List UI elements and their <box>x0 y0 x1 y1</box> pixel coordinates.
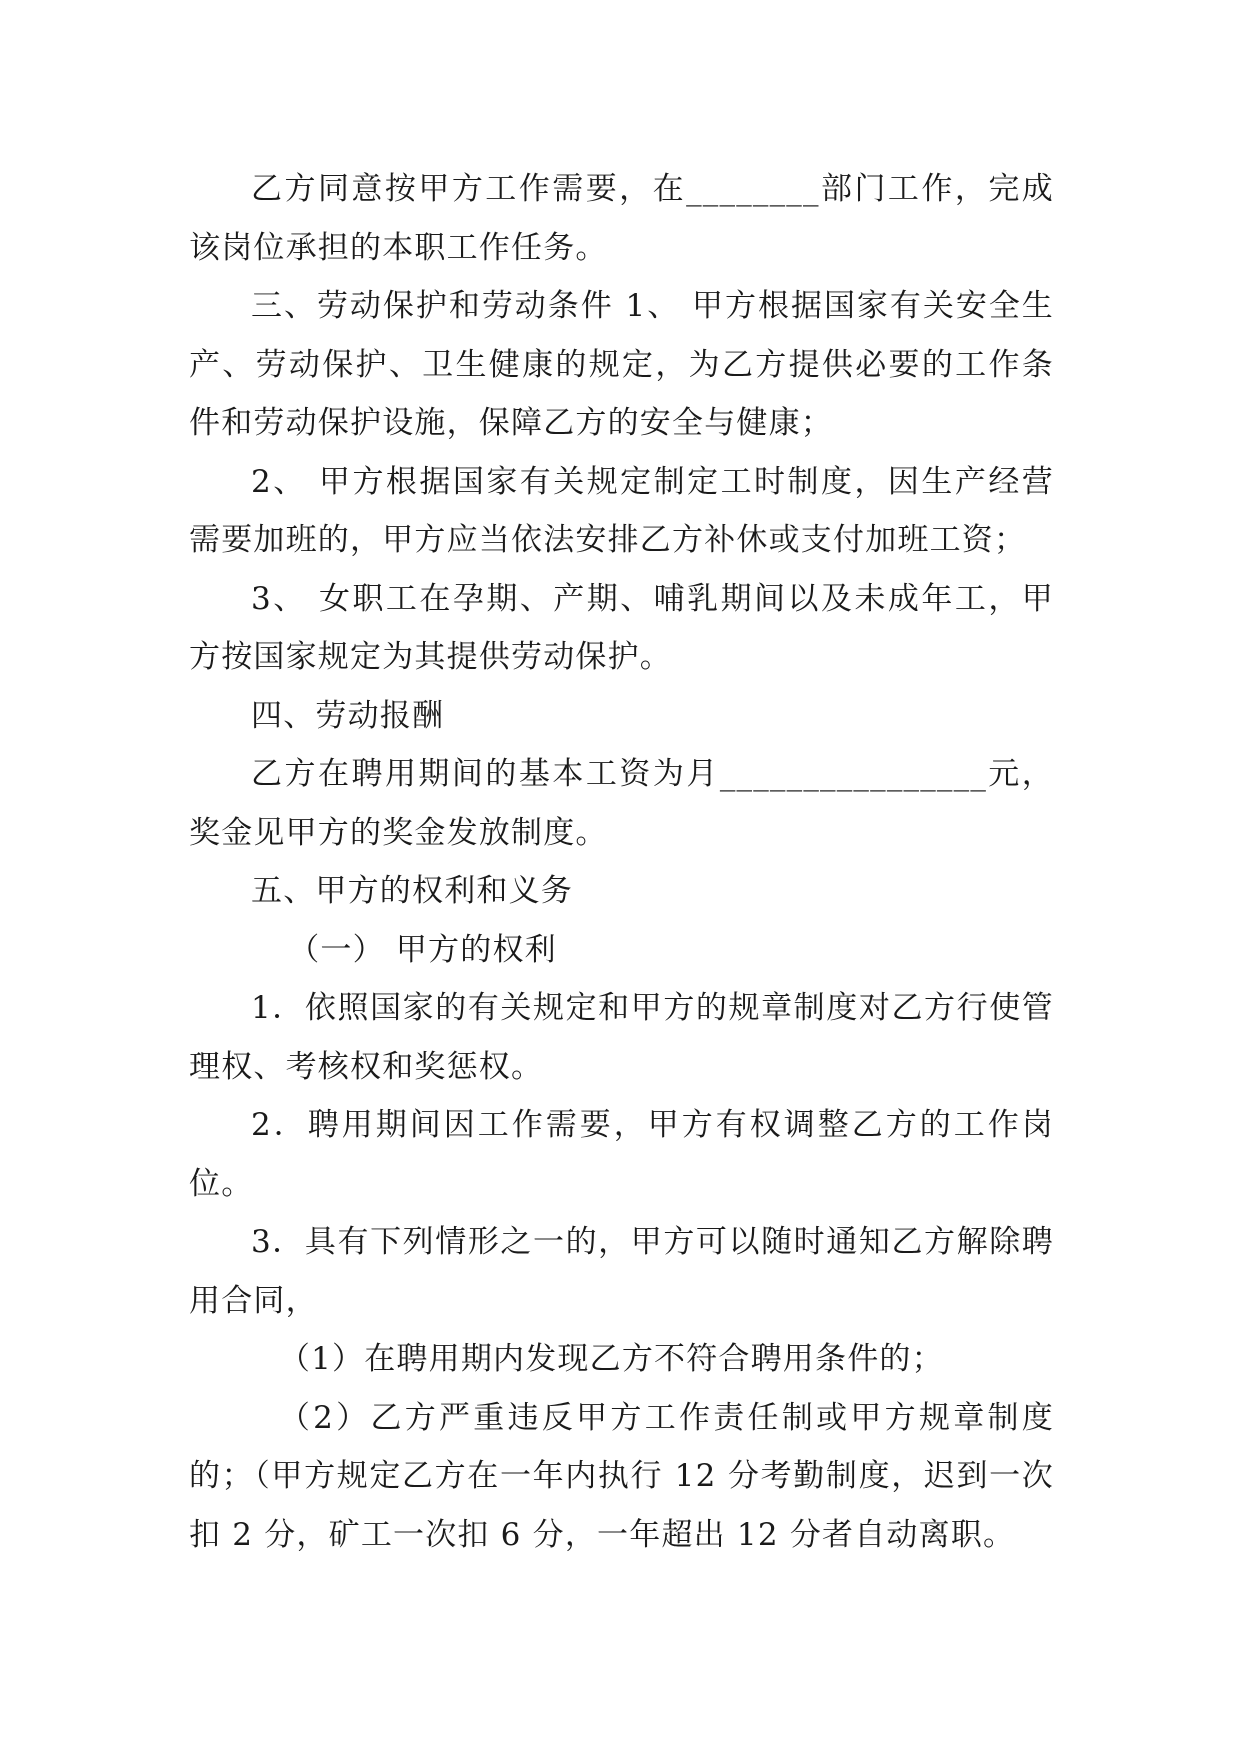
paragraph-labor-protection-heading: 三、劳动保护和劳动条件 1、 甲方根据国家有关安全生产、劳动保护、卫生健康的规定，为乙方提供必要的工作条件和劳动保护设施，保障乙方的安全与健康； <box>189 288 1054 441</box>
heading-remuneration: 四、劳动报酬 <box>251 697 445 734</box>
paragraph-condition-2: （2）乙方严重违反甲方工作责任制或甲方规章制度的；（甲方规定乙方在一年内执行 12 分考勤制度，迟到一次扣 2 分，矿工一次扣 6 分，一年超出 12 分者自动离职。 <box>189 1399 1054 1553</box>
paragraph-right-management: 1．依照国家的有关规定和甲方的规章制度对乙方行使管理权、考核权和奖惩权。 <box>189 990 1054 1085</box>
paragraph-department-assignment: 乙方同意按甲方工作需要，在________部门工作，完成该岗位承担的本职工作任务。 <box>189 171 1054 266</box>
document-body <box>189 160 1054 1564</box>
paragraph-female-workers: 3、 女职工在孕期、产期、哺乳期间以及未成年工，甲方按国家规定为其提供劳动保护。 <box>189 580 1054 675</box>
heading-party-a-rights: （一） 甲方的权利 <box>288 931 557 968</box>
paragraph-basic-salary: 乙方在聘用期间的基本工资为月________________元，奖金见甲方的奖金发放制度。 <box>189 756 1054 851</box>
paragraph-right-terminate: 3．具有下列情形之一的，甲方可以随时通知乙方解除聘用合同， <box>189 1224 1054 1319</box>
heading-party-a-rights-obligations: 五、甲方的权利和义务 <box>251 873 573 909</box>
paragraph-right-adjust-position: 2．聘用期间因工作需要，甲方有权调整乙方的工作岗位。 <box>189 1107 1054 1202</box>
paragraph-working-hours: 2、 甲方根据国家有关规定制定工时制度，因生产经营需要加班的，甲方应当依法安排乙方补休或支付加班工资； <box>189 463 1054 558</box>
paragraph-condition-1: （1）在聘用期内发现乙方不符合聘用条件的； <box>278 1341 944 1377</box>
